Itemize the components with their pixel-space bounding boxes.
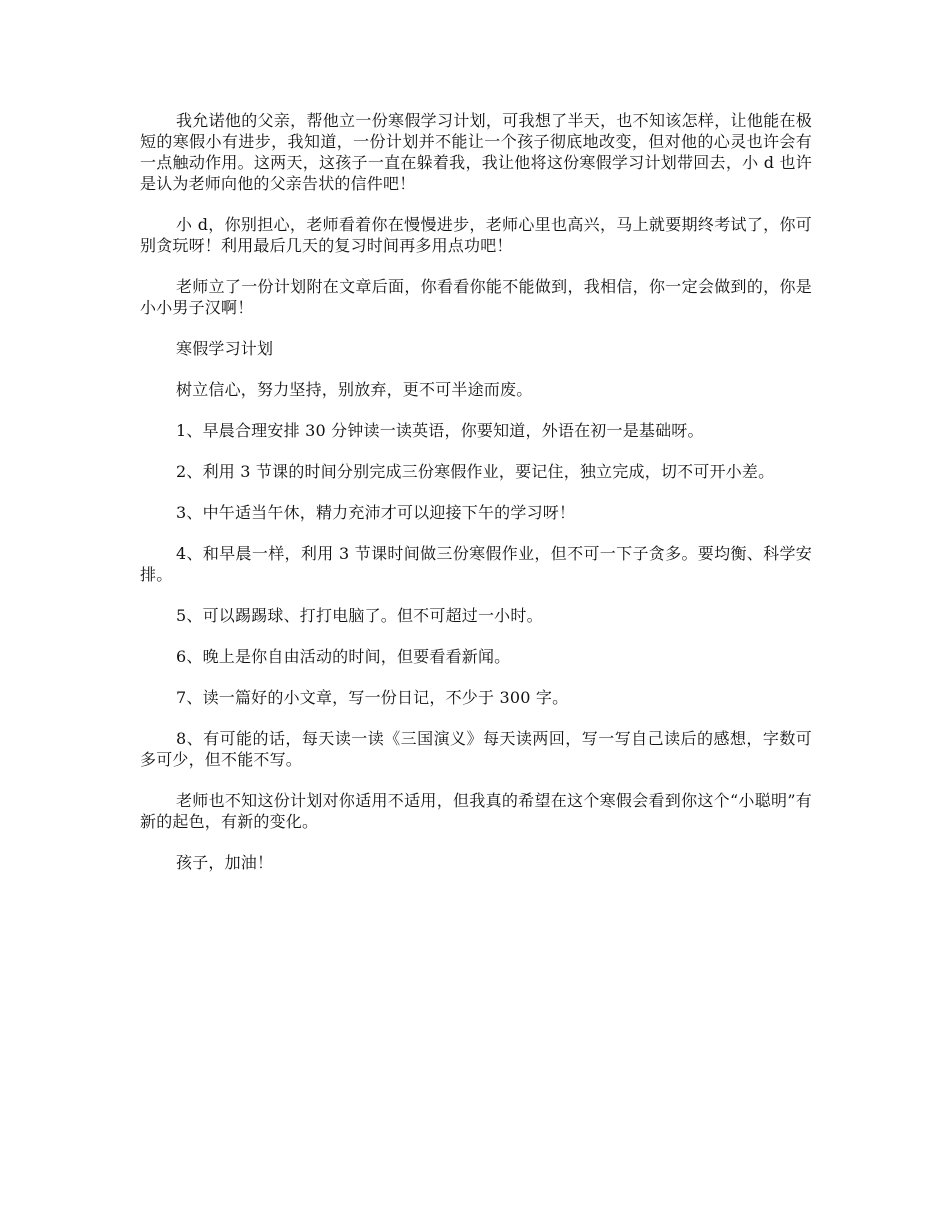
plan-item-8: 8、有可能的话，每天读一读《三国演义》每天读两回，写一写自己读后的感想，字数可多可少，但不能不写。 [140,729,812,769]
plan-item-4: 4、和早晨一样，利用 3 节课时间做三份寒假作业，但不可一下子贪多。要均衡、科学安排。 [140,544,812,584]
plan-heading: 寒假学习计划 [176,339,274,358]
plan-item-7: 7、读一篇好的小文章，写一份日记，不少于 300 字。 [176,688,569,707]
plan-item-2: 2、利用 3 节课的时间分别完成三份寒假作业，要记住，独立完成，切不可开小差。 [176,462,775,481]
paragraph-plan-note: 老师立了一份计划附在文章后面，你看看你能不能做到，我相信，你一定会做到的，你是小小男子汉啊！ [140,277,812,317]
plan-motto: 树立信心，努力坚持，别放弃，更不可半途而废。 [176,380,533,399]
paragraph-encouragement: 小 d，你别担心，老师看着你在慢慢进步，老师心里也高兴，马上就要期终考试了，你可别贪玩呀！利用最后几天的复习时间再多用点功吧！ [140,215,812,255]
plan-item-5: 5、可以踢踢球、打打电脑了。但不可超过一小时。 [176,606,543,625]
document-body [140,110,812,893]
plan-item-6: 6、晚上是你自由活动的时间，但要看看新闻。 [176,647,511,666]
paragraph-intro: 我允诺他的父亲，帮他立一份寒假学习计划，可我想了半天，也不知该怎样，让他能在极短的寒假小有进步，我知道，一份计划并不能让一个孩子彻底地改变，但对他的心灵也许会有一点触动作用。这两天，这孩子一直在躲着我，我让他将这份寒假学习计划带回去，小 d 也许是认为老师向他的父亲告状的信件吧！ [140,111,812,193]
plan-item-1: 1、早晨合理安排 30 分钟读一读英语，你要知道，外语在初一是基础呀。 [176,421,704,440]
paragraph-closing: 老师也不知这份计划对你适用不适用，但我真的希望在这个寒假会看到你这个“小聪明”有新的起色，有新的变化。 [140,791,812,831]
paragraph-sign-off: 孩子，加油！ [176,853,274,872]
plan-item-3: 3、中午适当午休，精力充沛才可以迎接下午的学习呀！ [176,503,576,522]
